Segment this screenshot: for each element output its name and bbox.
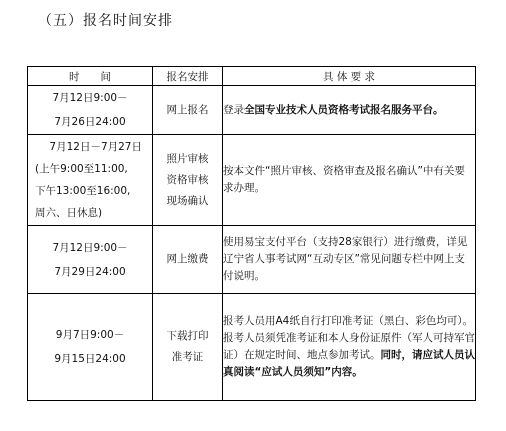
category-cell	[153, 226, 223, 294]
requirement-text: 登录	[223, 103, 244, 116]
category-cell	[153, 135, 223, 226]
requirement-text: 报考人员用A4纸自行打印准考证（黑白、彩色均可）。报考人员须凭准考证和本人身份证原件（军人可持军官证）在规定时间、地点参加考试。	[223, 315, 475, 361]
category-line: 网上缴费	[166, 253, 209, 265]
requirement-text: 按本文件“照片审核、资格审查及报名确认”中有关要求办理。	[223, 165, 465, 194]
time-cell	[28, 294, 153, 401]
time-line: 周六、日休息)	[35, 207, 103, 219]
category-cell	[153, 294, 223, 401]
time-line: 7月12日9:00－	[52, 92, 128, 104]
registration-schedule-table	[27, 66, 476, 401]
time-line: (上午9:00至11:00,	[35, 163, 128, 175]
time-line: 9月15日24:00	[54, 353, 126, 365]
time-cell	[28, 86, 153, 135]
category-line: 下载打印	[166, 330, 209, 342]
requirement-cell	[223, 86, 476, 135]
table-header-row	[28, 67, 476, 86]
requirement-cell	[223, 294, 476, 401]
table-row	[28, 86, 476, 135]
table-row	[28, 294, 476, 401]
requirement-text: 使用易宝支付平台（支持28家银行）进行缴费，详见辽宁省人事考试网“互动专区”常见问题专栏中网上支付说明。	[223, 236, 468, 282]
header-requirements: 具 体 要 求	[223, 67, 476, 86]
table-row	[28, 226, 476, 294]
category-line: 现场确认	[166, 194, 209, 207]
time-line: 7月12日9:00－	[52, 241, 128, 254]
requirement-text-bold: 全国专业技术人员资格考试报名服务平台。	[244, 103, 444, 116]
header-arrangement: 报名安排	[153, 67, 223, 86]
requirement-cell	[223, 226, 476, 294]
section-heading: （五）报名时间安排	[38, 13, 173, 29]
time-line: 7月12日－7月27日	[49, 141, 142, 153]
header-time: 时 间	[28, 67, 153, 86]
category-line: 照片审核	[166, 152, 209, 165]
time-cell	[28, 226, 153, 294]
time-line: 7月29日24:00	[54, 265, 126, 278]
requirement-text-bold: 同时，请应试人员认真阅读“应试人员须知”内容。	[223, 349, 475, 378]
category-line: 准考证	[171, 351, 204, 363]
time-line: 7月26日24:00	[54, 116, 126, 128]
category-line: 资格审核	[166, 173, 209, 186]
time-line: 9月7日9:00－	[55, 329, 125, 341]
time-line: 下午13:00至16:00,	[35, 185, 131, 197]
table-row	[28, 135, 476, 226]
requirement-cell	[223, 135, 476, 226]
time-cell	[28, 135, 153, 226]
category-line: 网上报名	[166, 103, 209, 116]
category-cell	[153, 86, 223, 135]
